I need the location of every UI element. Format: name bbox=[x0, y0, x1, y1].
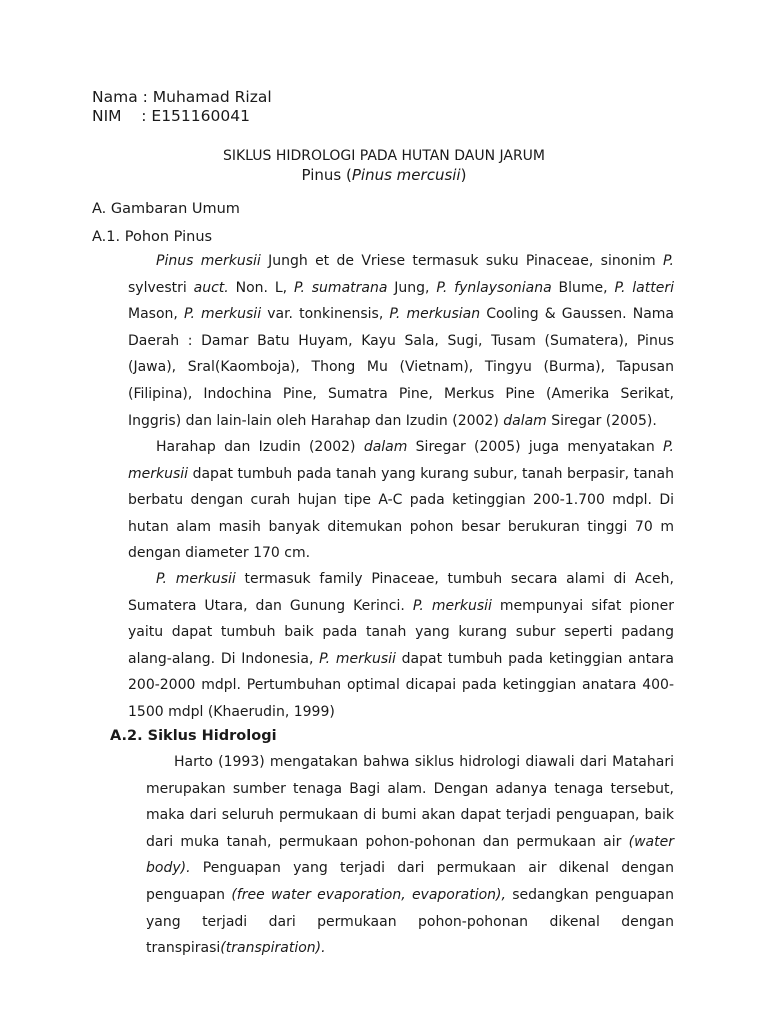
text-run: sedangkan penguapan yang terjadi dari permukaan pohon-pohonan dikenal dengan transpirasi bbox=[146, 886, 674, 957]
italic-text-run: P. bbox=[663, 253, 674, 269]
text-run: var. tonkinensis, bbox=[261, 306, 390, 323]
italic-text-run: P. latteri bbox=[614, 279, 674, 296]
paragraph-pohon-pinus-2 bbox=[128, 434, 674, 567]
paragraph-siklus-hidrologi-1 bbox=[146, 749, 674, 962]
subtitle-suffix: ) bbox=[460, 166, 467, 184]
text-run: Jung, bbox=[387, 279, 437, 296]
text-run: Jungh et de Vriese termasuk suku Pinaceae, sinonim bbox=[260, 253, 664, 269]
italic-text-run: (free water evaporation, evaporation), bbox=[231, 886, 506, 903]
italic-text-run: P. merkusii bbox=[156, 571, 236, 587]
text-run: Mason, bbox=[128, 306, 184, 323]
text-run: dapat tumbuh pada ketinggian antara 200-2000 mdpl. Pertumbuhan optimal dicapai pada ketinggian anatara 400-1500 mdpl (Khaerudin, 1999) bbox=[128, 650, 674, 720]
italic-text-run: P. sumatrana bbox=[293, 279, 388, 296]
heading-siklus-hidrologi: A.2. Siklus Hidrologi bbox=[110, 728, 277, 744]
heading-gambaran-umum: A. Gambaran Umum bbox=[92, 201, 240, 217]
italic-text-run: dalam bbox=[503, 412, 547, 429]
text-run: Penguapan yang terjadi dari permukaan air dikenal dengan penguapan bbox=[146, 860, 674, 903]
document-title: SIKLUS HIDROLOGI PADA HUTAN DAUN JARUM bbox=[222, 148, 546, 164]
italic-text-run: (transpiration). bbox=[220, 940, 326, 957]
paragraph-pohon-pinus-1 bbox=[128, 248, 674, 434]
document-subtitle bbox=[0, 165, 768, 185]
italic-text-run: P. merkusii bbox=[319, 650, 396, 667]
text-run: Siregar (2005) juga menyatakan bbox=[407, 439, 664, 455]
text-run: Harto (1993) mengatakan bahwa siklus hidrologi diawali dari Matahari merupakan sumber tenaga Bagi alam. Dengan adanya tenaga tersebut, maka dari seluruh permukaan di bumi akan dapat terjadi penguapan, baik dari muka tanah, permukaan pohon-pohonan dan permukaan air bbox=[146, 754, 674, 850]
text-run: Cooling & Gaussen. Nama Daerah : Damar Batu Huyam, Kayu Sala, Sugi, Tusam (Sumatera), Pinus (Jawa), Sral(Kaomboja), Thong Mu (Vietnam), Tingyu (Burma), Tapusan (Filipina), Indochina Pine, Sumatra Pine, Merkus Pine (Amerika Serikat, Inggris) dan lain-lain oleh Harahap dan Izudin (2002) bbox=[128, 306, 674, 429]
italic-text-run: P. fynlaysoniana bbox=[436, 279, 552, 296]
text-run: termasuk family Pinaceae, tumbuh secara alami di Aceh, Sumatera Utara, dan Gunung Kerinci. bbox=[128, 571, 674, 614]
text-run: Non. L, bbox=[228, 279, 294, 296]
text-run: mempunyai sifat pioner yaitu dapat tumbuh baik pada tanah yang kurang subur seperti padang alang-alang. Di Indonesia, bbox=[128, 597, 674, 667]
italic-text-run: P. merkusian bbox=[389, 306, 481, 323]
text-run: Harahap dan Izudin (2002) bbox=[156, 439, 364, 455]
subtitle-species: Pinus mercusii bbox=[351, 166, 461, 184]
student-nim: NIM : E151160041 bbox=[92, 107, 250, 125]
italic-text-run: P. merkusii bbox=[128, 439, 674, 482]
text-run: Blume, bbox=[551, 279, 615, 296]
subtitle-prefix: Pinus ( bbox=[301, 166, 352, 184]
student-name: Nama : Muhamad Rizal bbox=[92, 88, 272, 106]
text-run: dapat tumbuh pada tanah yang kurang subur, tanah berpasir, tanah berbatu dengan curah hujan tipe A-C pada ketinggian 200-1.700 mdpl. Di hutan alam masih banyak ditemukan pohon besar berukuran tinggi 70 m dengan diameter 170 cm. bbox=[128, 465, 674, 562]
heading-pohon-pinus: A.1. Pohon Pinus bbox=[92, 229, 213, 245]
italic-text-run: Pinus merkusii bbox=[156, 253, 261, 269]
paragraph-pohon-pinus-3 bbox=[128, 566, 674, 726]
italic-text-run: auct. bbox=[193, 279, 229, 296]
italic-text-run: P. merkusii bbox=[183, 306, 262, 323]
italic-text-run: dalam bbox=[363, 439, 408, 455]
italic-text-run: P. merkusii bbox=[412, 597, 492, 614]
italic-text-run: (water body). bbox=[146, 833, 674, 877]
text-run: sylvestri bbox=[128, 279, 194, 296]
text-run: Siregar (2005). bbox=[546, 412, 657, 429]
